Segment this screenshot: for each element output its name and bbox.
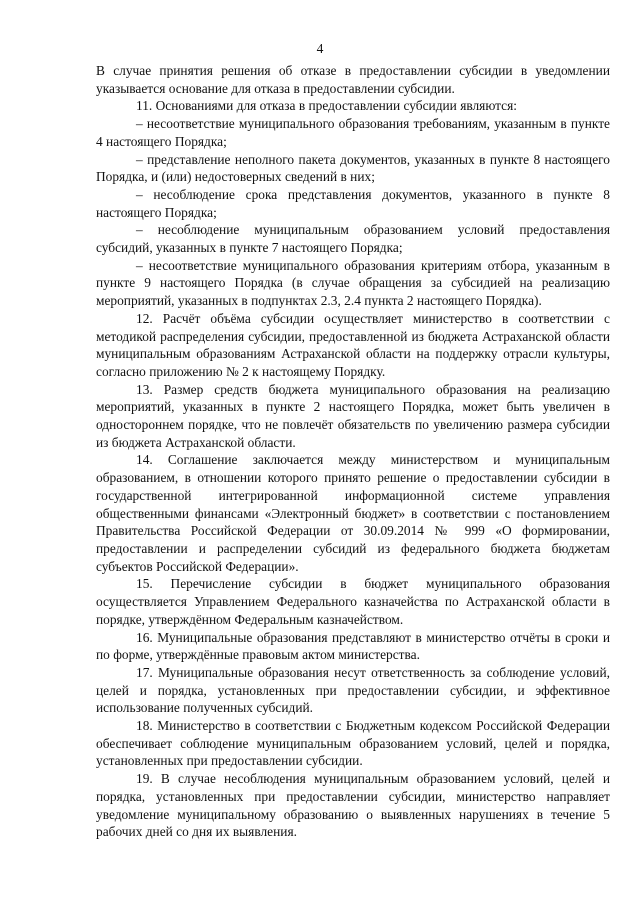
paragraph: 18. Министерство в соответствии с Бюджетным кодексом Российской Федерации обеспечивает соблюдение муниципальным образованием условий, целей и порядка, установленных при предоставлении субсидии. — [96, 718, 610, 769]
paragraph: 17. Муниципальные образования несут ответственность за соблюдение условий, целей и порядка, установленных при предоставлении субсидии, и эффективное использование полученных субсидий. — [96, 664, 610, 716]
document-body — [96, 62, 610, 841]
paragraph: 16. Муниципальные образования представляют в министерство отчёты в сроки и по форме, утверждённые правовым актом министерства. — [96, 629, 610, 663]
paragraph: 15. Перечисление субсидии в бюджет муниципального образования осуществляется Управлением Федерального казначейства по Астраханской области в порядке, утверждённом Федеральным казначейством. — [96, 576, 610, 627]
paragraph: – несоответствие муниципального образования требованиям, указанным в пункте 4 настоящего Порядка; — [96, 116, 610, 149]
paragraph: – несоответствие муниципального образования критериям отбора, указанным в пункте 9 настоящего Порядка (в случае обращения за субсидией на реализацию мероприятий, указанных в подпунктах 2.3, 2.4 пункта 2 настоящего Порядка). — [96, 257, 610, 309]
paragraph: 14. Соглашение заключается между министерством и муниципальным образованием, в отношении которого принято решение о предоставлении субсидии в государственной интегрированной информационной системе управления общественными финансами «Электронный бюджет» в соответствии с постановлением Правительства Российской Федерации от 30.09.2014 № 999 «О формировании, предоставлении и распределении субсидий из федерального бюджета бюджетам субъектов Российской Федерации». — [96, 452, 610, 574]
page-number: 4 — [316, 41, 324, 56]
paragraph: – представление неполного пакета документов, указанных в пункте 8 настоящего Порядка, и (или) недостоверных сведений в них; — [96, 151, 610, 185]
paragraph: 12. Расчёт объёма субсидии осуществляет министерство в соответствии с методикой распределения субсидии, предоставленной из бюджета Астраханской области муниципальным образованиям Астраханской области на поддержку отрасли культуры, согласно приложению № 2 к настоящему Порядку. — [96, 310, 610, 379]
paragraph: – несоблюдение муниципальным образованием условий предоставления субсидий, указанных в пункте 7 настоящего Порядка; — [96, 222, 610, 256]
paragraph: 19. В случае несоблюдения муниципальным образованием условий, целей и порядка, установленных при предоставлении субсидии, министерство направляет уведомление муниципальному образованию о выявленных нарушениях в течение 5 рабочих дней со дня их выявления. — [96, 771, 610, 840]
paragraph: – несоблюдение срока представления документов, указанного в пункте 8 настоящего Порядка; — [96, 186, 610, 220]
paragraph: В случае принятия решения об отказе в предоставлении субсидии в уведомлении указывается основание для отказа в предоставлении субсидии. — [96, 63, 610, 96]
paragraph: 13. Размер средств бюджета муниципального образования на реализацию мероприятий, указанных в пункте 2 настоящего Порядка, может быть увеличен в одностороннем порядке, что не повлечёт обязательств по увеличению размера субсидии из бюджета Астраханской области. — [96, 381, 610, 450]
paragraph: 11. Основаниями для отказа в предоставлении субсидии являются: — [136, 98, 518, 114]
